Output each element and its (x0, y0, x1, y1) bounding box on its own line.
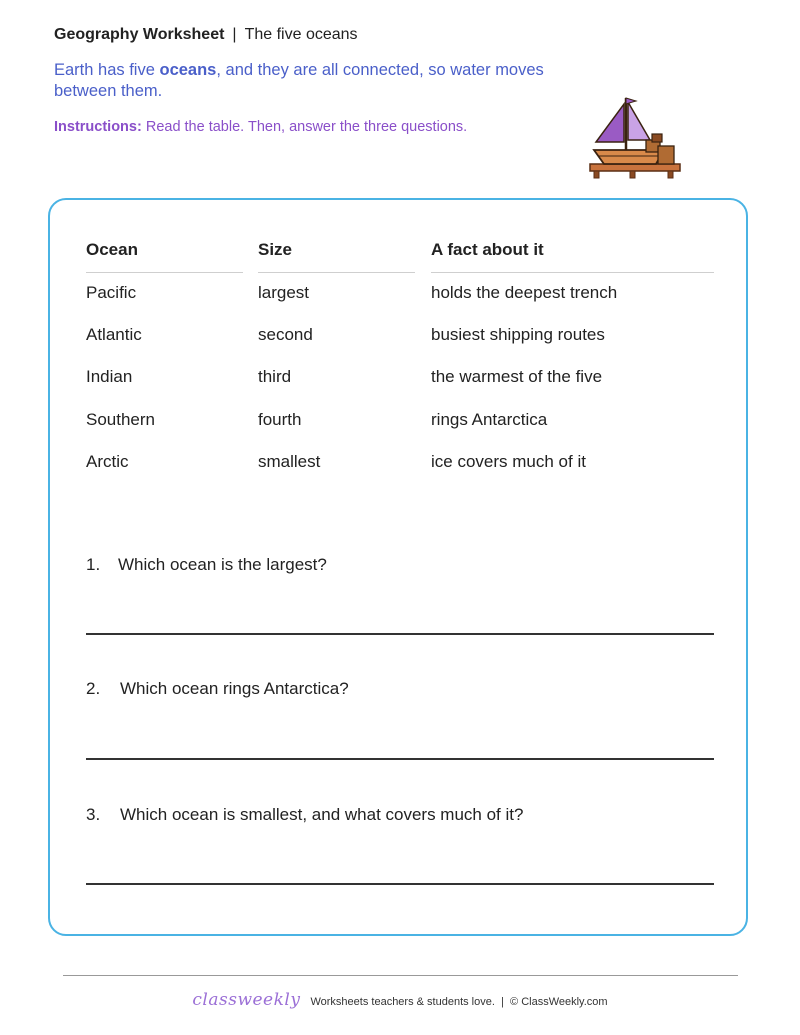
table-cell-fact: ice covers much of it (431, 452, 586, 471)
footer-tagline: Worksheets teachers & students love. (310, 996, 495, 1008)
question-1 (86, 555, 714, 575)
intro-text-end: , and they are all connected, so water moves between them. (54, 61, 544, 100)
table-cell-fact: busiest shipping routes (431, 325, 605, 344)
question-number: 3. (86, 805, 101, 824)
question-number: 1. (86, 555, 101, 574)
table-cell-size: second (258, 325, 313, 344)
brand-logo: classweekly (192, 990, 301, 1010)
instructions-text: Read the table. Then, answer the three questions. (141, 119, 468, 135)
question-text: Which ocean is smallest, and what covers much of it? (120, 805, 524, 824)
table-cell-size: fourth (258, 410, 302, 429)
table-cell-size: third (258, 367, 292, 386)
answer-line-3[interactable] (86, 883, 714, 885)
table-cell-ocean: Arctic (86, 452, 129, 471)
answer-line-2[interactable] (86, 758, 714, 760)
oceans-table (86, 240, 716, 472)
table-cell-size: largest (258, 283, 310, 302)
table-row (86, 325, 716, 345)
table-cell-fact: holds the deepest trench (431, 283, 618, 302)
header-divider (258, 272, 415, 273)
table-header-size: Size (258, 240, 293, 259)
sailboat-icon (584, 94, 684, 180)
table-header-fact: A fact about it (431, 240, 544, 259)
header-separator: | (232, 26, 237, 43)
table-header-ocean: Ocean (86, 240, 138, 259)
worksheet-subject: Geography Worksheet (54, 26, 225, 43)
instructions (54, 119, 467, 135)
question-2 (86, 679, 714, 699)
table-cell-fact: rings Antarctica (431, 410, 548, 429)
table-cell-fact: the warmest of the five (431, 367, 603, 386)
header-divider (86, 272, 243, 273)
instructions-label: Instructions: (54, 119, 142, 135)
worksheet-header (54, 26, 358, 44)
footer (0, 990, 800, 1010)
intro-paragraph (54, 60, 574, 102)
header-divider (431, 272, 714, 273)
footer-copyright: © ClassWeekly.com (510, 996, 608, 1008)
answer-line-1[interactable] (86, 633, 714, 635)
intro-keyword: oceans (159, 61, 217, 79)
table-cell-ocean: Pacific (86, 283, 137, 302)
table-cell-ocean: Atlantic (86, 325, 142, 344)
question-3 (86, 805, 714, 825)
table-row (86, 452, 716, 472)
worksheet-topic: The five oceans (244, 26, 358, 43)
table-row (86, 410, 716, 430)
table-cell-ocean: Southern (86, 410, 155, 429)
table-row (86, 283, 716, 303)
question-text: Which ocean is the largest? (118, 555, 327, 574)
footer-separator: | (501, 996, 504, 1008)
footer-divider (63, 975, 738, 976)
table-cell-ocean: Indian (86, 367, 133, 386)
table-cell-size: smallest (258, 452, 321, 471)
question-number: 2. (86, 679, 101, 698)
table-row (86, 367, 716, 387)
intro-text-start: Earth has five (54, 61, 160, 79)
table-header-row (86, 240, 716, 260)
question-text: Which ocean rings Antarctica? (120, 679, 349, 698)
